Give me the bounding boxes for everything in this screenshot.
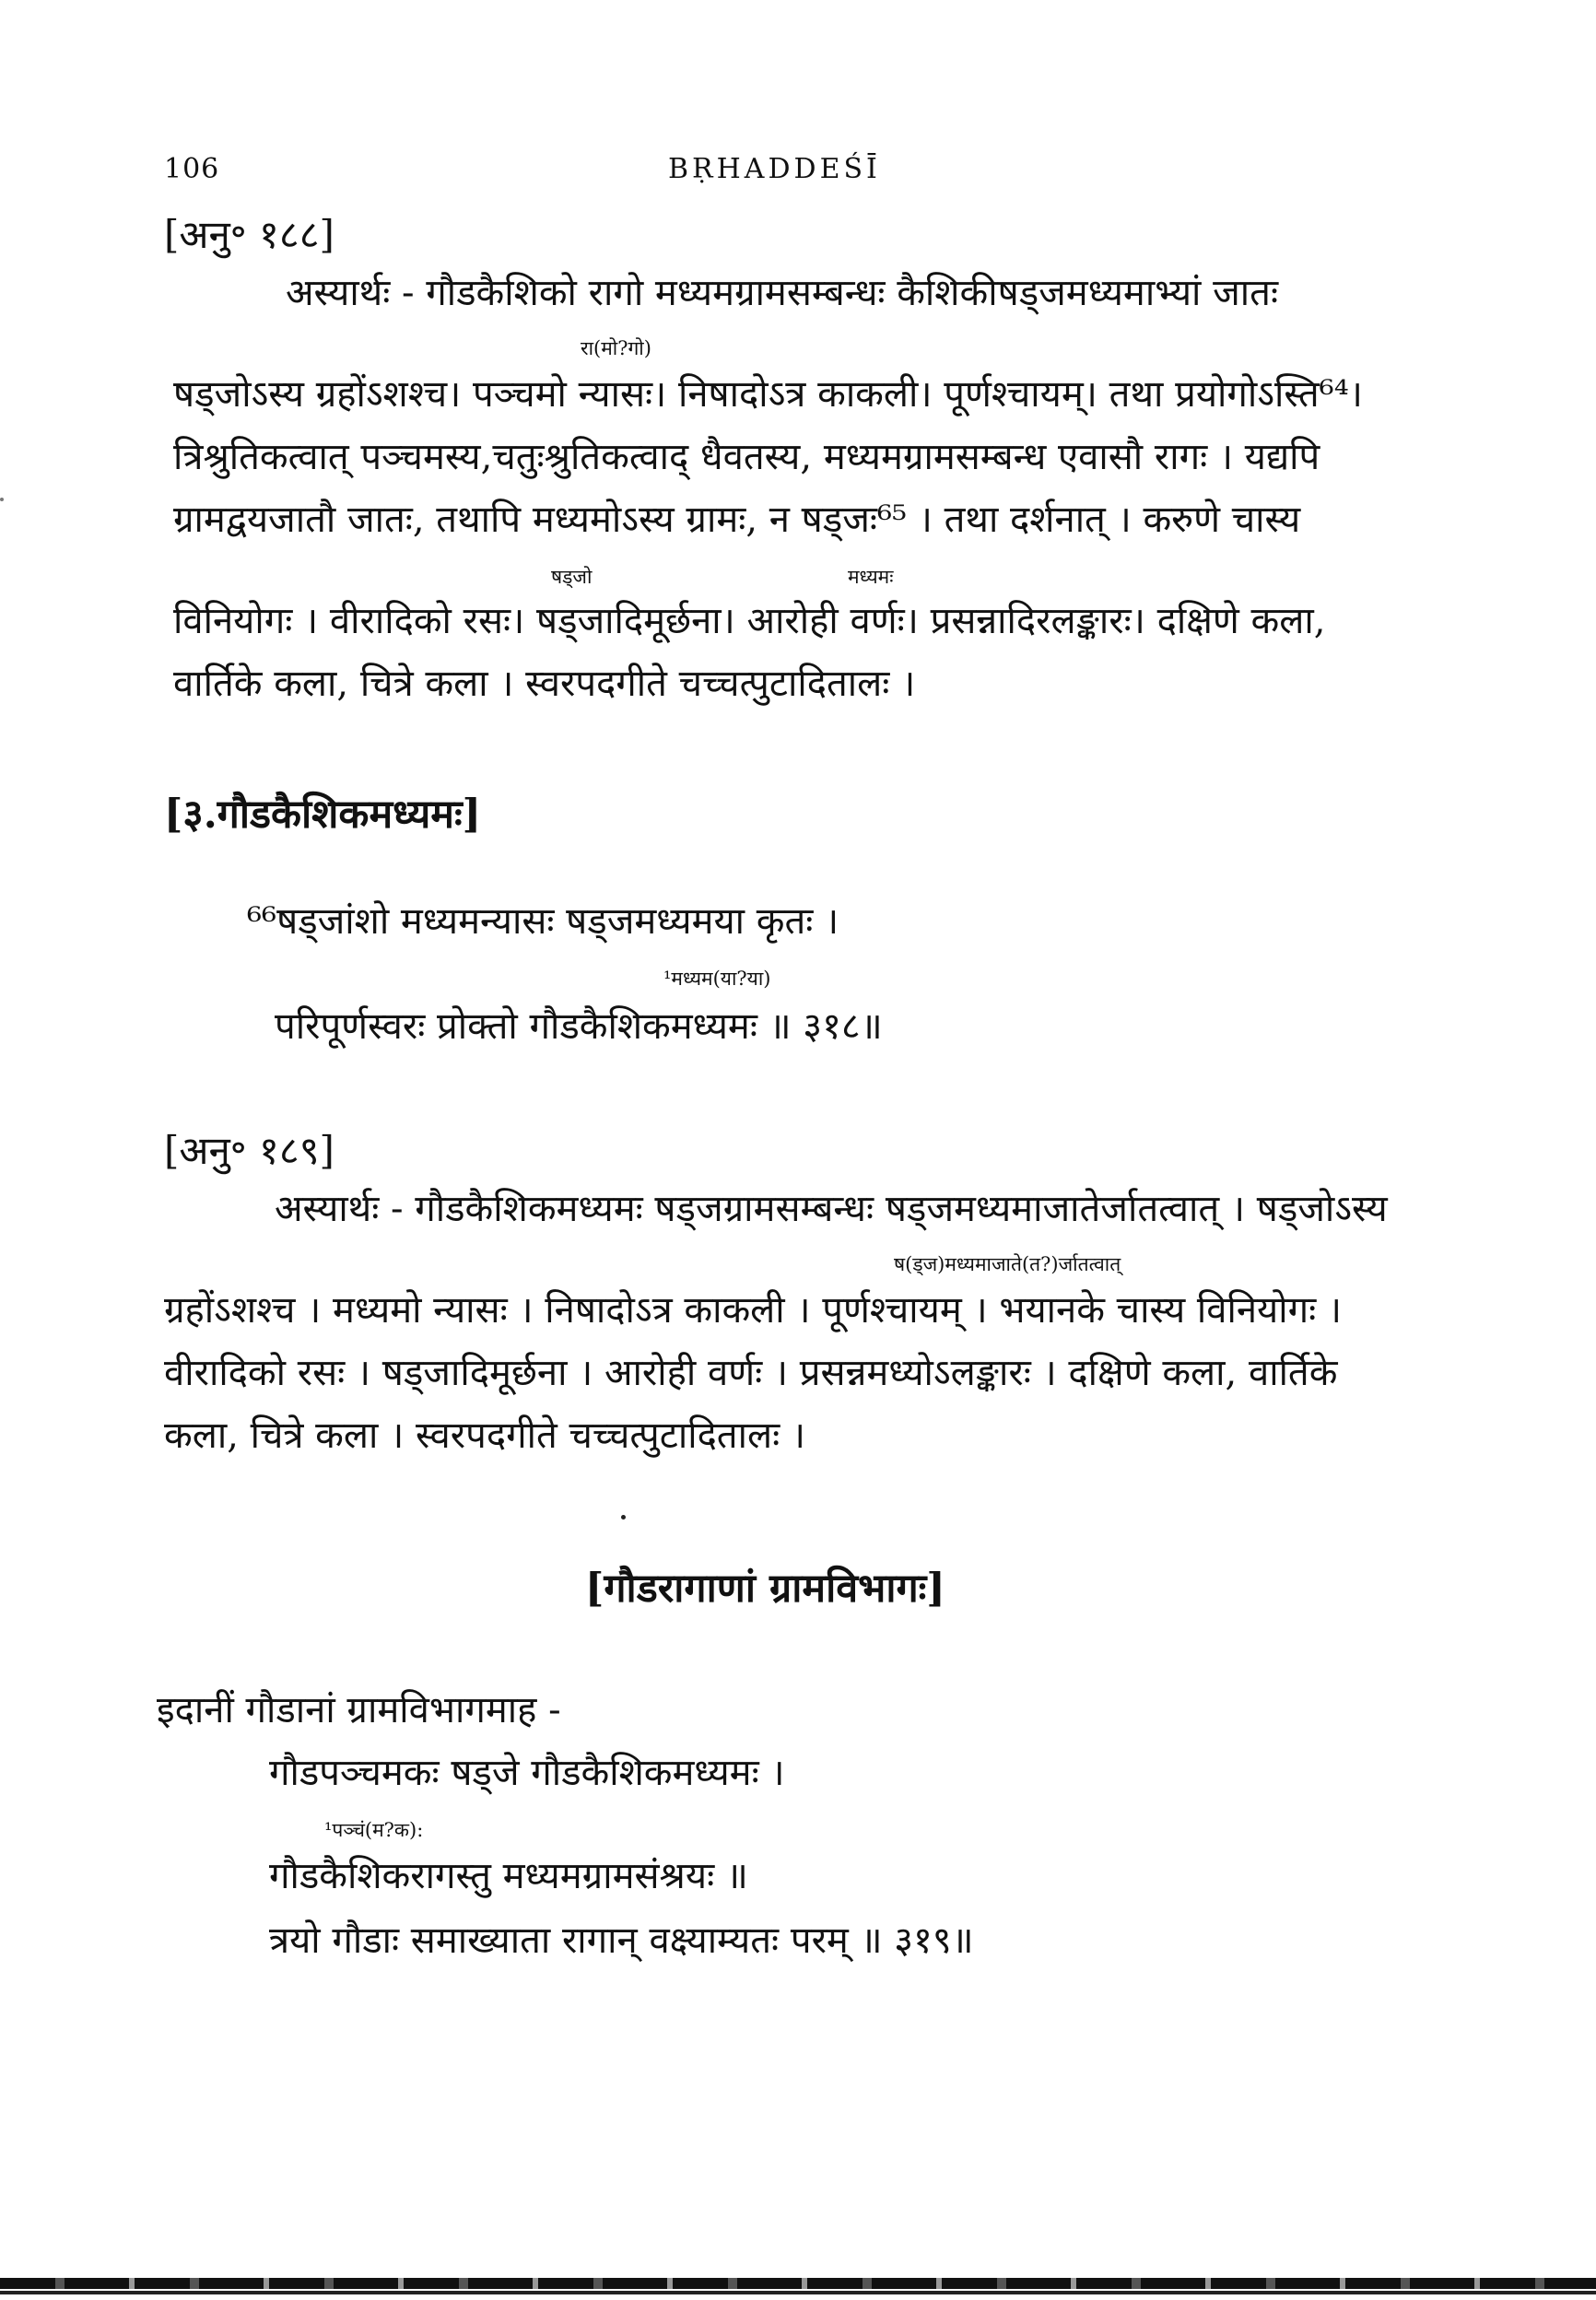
verse-line: ⁶⁶षड्जांशो मध्यमन्यासः षड्जमध्यमया कृतः । [247, 900, 839, 943]
verse-line: गौडपञ्चमकः षड्जे गौडकैशिकमध्यमः । [269, 1752, 785, 1794]
footnote-variant: ष(ड्ज)मध्यमाजाते(त?)र्जातत्वात् [894, 1253, 1121, 1275]
paragraph-line: ग्रहोंऽशश्च । मध्यमो न्यासः । निषादोऽत्र काकली । पूर्णश्चायम् । भयानके चास्य विनियोगः । [164, 1289, 1343, 1332]
running-head: BṚHADDEŚĪ [668, 153, 881, 185]
paragraph-line: विनियोगः । वीरादिको रसः। षड्जादिमूर्छना। आरोही वर्णः। प्रसन्नादिरलङ्कारः। दक्षिणे कला, [173, 600, 1326, 642]
section-heading: [गौडरागाणां ग्रामविभागः] [585, 1566, 945, 1612]
footnote-variant: ¹मध्यम(या?या) [663, 968, 771, 990]
verse-line: त्रयो गौडाः समाख्याता रागान् वक्ष्याम्यतः परम् ॥ ३१९॥ [269, 1919, 974, 1962]
verse-line: गौडकैशिकरागस्तु मध्यमग्रामसंश्रयः ॥ [269, 1855, 748, 1897]
intro-line: इदानीं गौडानां ग्रामविभागमाह - [157, 1689, 561, 1731]
stray-dot [621, 1515, 626, 1520]
paragraph-line: अस्यार्थः - गौडकैशिको रागो मध्यमग्रामसम्बन्धः कैशिकीषड्जमध्यमाभ्यां जातः [286, 272, 1279, 314]
section-label-anu-189: [अनु॰ १८९] [164, 1128, 334, 1173]
paragraph-line: षड्जोऽस्य ग्रहोंऽशश्च। पञ्चमो न्यासः। निषादोऽत्र काकली। पूर्णश्चायम्। तथा प्रयोगोऽस्ति⁶⁴। [173, 373, 1363, 416]
scan-speck [0, 498, 4, 501]
paragraph-line: कला, चित्रे कला । स्वरपदगीते चच्चत्पुटादितालः । [164, 1414, 806, 1457]
footnote-variant: षड्जो [551, 566, 593, 588]
paragraph-line: त्रिश्रुतिकत्वात् पञ्चमस्य,चतुःश्रुतिकत्वाद् धैवतस्य, मध्यमग्रामसम्बन्ध एवासौ रागः । यद्यपि [173, 436, 1320, 478]
footnote-variant: रा(मो?गो) [581, 337, 651, 359]
footnote-variant: ¹पञ्चं(म?क): [324, 1819, 424, 1841]
paragraph-line: वीरादिको रसः । षड्जादिमूर्छना । आरोही वर्णः । प्रसन्नमध्योऽलङ्कारः । दक्षिणे कला, वार्तिके [164, 1352, 1338, 1394]
verse-line: परिपूर्णस्वरः प्रोक्तो गौडकैशिकमध्यमः ॥ ३१८॥ [275, 1005, 883, 1048]
page-number: 106 [164, 153, 220, 185]
footnote-variant: मध्यमः [848, 566, 894, 588]
scan-edge-strip [0, 2278, 1596, 2289]
section-label-anu-188: [अनु॰ १८८] [164, 212, 334, 257]
paragraph-line: ग्रामद्वयजातौ जातः, तथापि मध्यमोऽस्य ग्रामः, न षड्जः⁶⁵ । तथा दर्शनात् । करुणे चास्य [173, 499, 1301, 541]
section-heading: [३.गौडकैशिकमध्यमः] [164, 792, 482, 838]
scan-edge-line [0, 2291, 1596, 2294]
paragraph-line: वार्तिके कला, चित्रे कला । स्वरपदगीते चच्चत्पुटादितालः । [173, 663, 916, 705]
paragraph-line: अस्यार्थः - गौडकैशिकमध्यमः षड्जग्रामसम्बन्धः षड्जमध्यमाजातेर्जातत्वात् । षड्जोऽस्य [275, 1188, 1388, 1230]
